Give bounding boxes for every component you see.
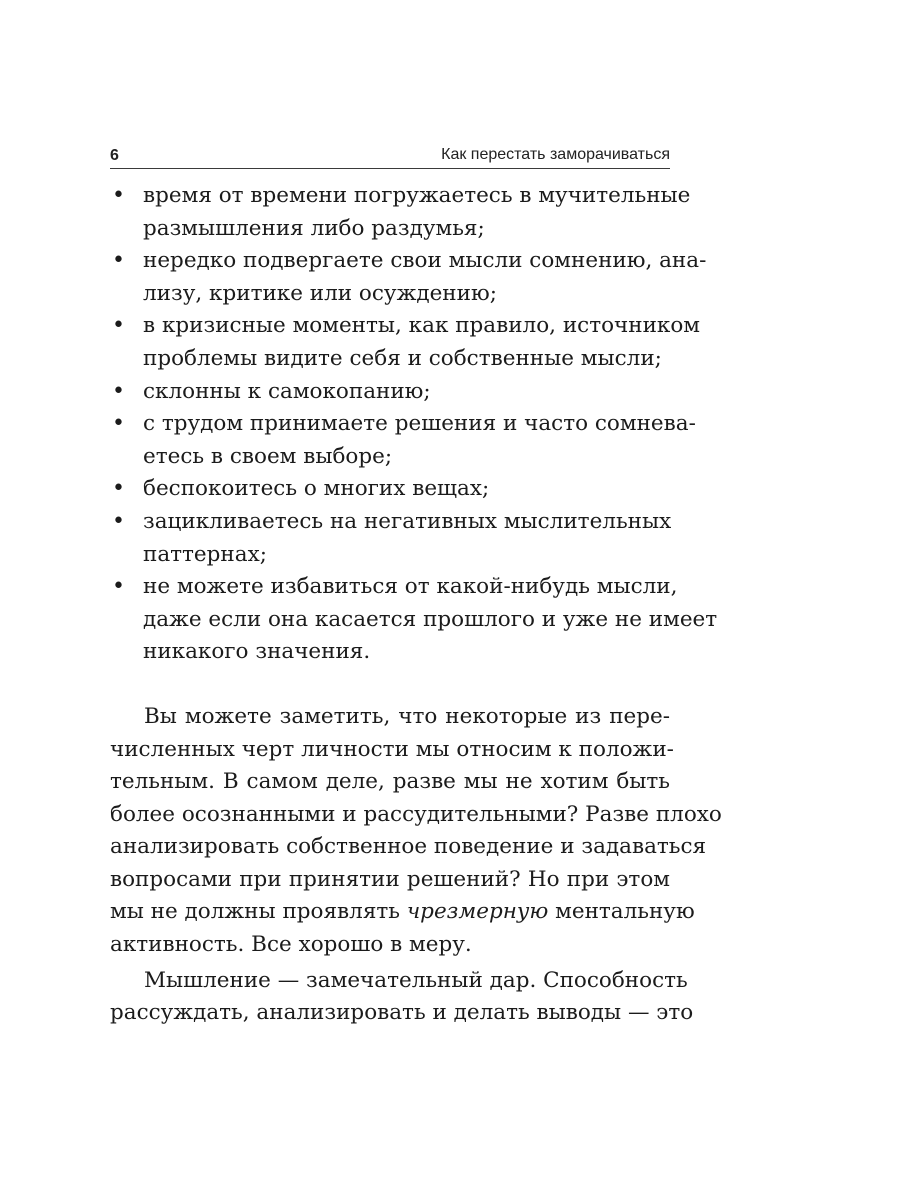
bullet-item-5-line-1: • с трудом принимаете решения и часто сомнева- [110, 408, 670, 441]
line-7-before: мы не должны проявлять [110, 899, 407, 925]
paragraph-1-line-5: анализировать собственное поведение и задаваться [110, 834, 707, 860]
bullet-icon: • [112, 313, 125, 339]
paragraph-1-line-1: Вы можете заметить, что некоторые из пере- [144, 703, 670, 729]
paragraph-2-line-1: Мышление — замечательный дар. Способность [144, 967, 688, 993]
bullet-item-2-line-1: • нередко подвергаете свои мысли сомнению, ана- [110, 245, 670, 278]
bullet-icon: • [112, 476, 125, 502]
bullet-item-5-line-2: етесь в своем выборе; [143, 443, 393, 469]
bullet-icon: • [112, 508, 125, 534]
bullet-icon: • [112, 411, 125, 437]
line-7-after: ментальную [548, 899, 695, 925]
paragraph-1-line-8: активность. Все хорошо в меру. [110, 932, 472, 958]
bullet-item-8-line-2: даже если она касается прошлого и уже не имеет [143, 606, 718, 632]
book-title: Как перестать заморачиваться [441, 146, 670, 163]
paragraph-1-line-7 [110, 896, 695, 929]
emphasized-word: чрезмерную [406, 899, 549, 925]
bullet-item-7-line-2: паттернах; [143, 541, 267, 567]
bullet-item-3-line-2: проблемы видите себя и собственные мысли; [143, 345, 662, 371]
bullet-icon: • [112, 378, 125, 404]
paragraph-1-line-4: более осознанными и рассудительными? Разве плохо [110, 801, 722, 827]
paragraph-2-line-2: рассуждать, анализировать и делать выводы — это [110, 1000, 694, 1026]
bullet-item-1-line-1: • время от времени погружаетесь в мучительные [110, 180, 670, 213]
page-number: 6 [110, 147, 119, 164]
paragraph-1-line-3: тельным. В самом деле, разве мы не хотим быть [110, 769, 670, 795]
bullet-item-3-line-1: • в кризисные моменты, как правило, источником [110, 310, 670, 343]
bullet-item-8-line-1: • не можете избавиться от какой-нибудь мысли, [110, 571, 670, 604]
bullet-item-6-line-1: • беспокоитесь о многих вещах; [110, 473, 670, 506]
running-header [110, 142, 670, 169]
paragraph-1-line-2: численных черт личности мы относим к положи- [110, 736, 674, 762]
bullet-icon: • [112, 574, 125, 600]
bullet-item-4-line-1: • склонны к самокопанию; [110, 376, 670, 409]
bullet-icon: • [112, 248, 125, 274]
paragraph-1-line-6: вопросами при принятии решений? Но при этом [110, 866, 670, 892]
bullet-item-1-line-2: размышления либо раздумья; [143, 215, 485, 241]
paragraph-gap [110, 669, 670, 701]
bullet-item-8-line-3: никакого значения. [143, 639, 371, 665]
bullet-icon: • [112, 183, 125, 208]
body-text [110, 180, 722, 1030]
bullet-item-2-line-2: лизу, критике или осуждению; [143, 280, 497, 306]
bullet-item-7-line-1: • зацикливаетесь на негативных мыслительных [110, 506, 670, 539]
